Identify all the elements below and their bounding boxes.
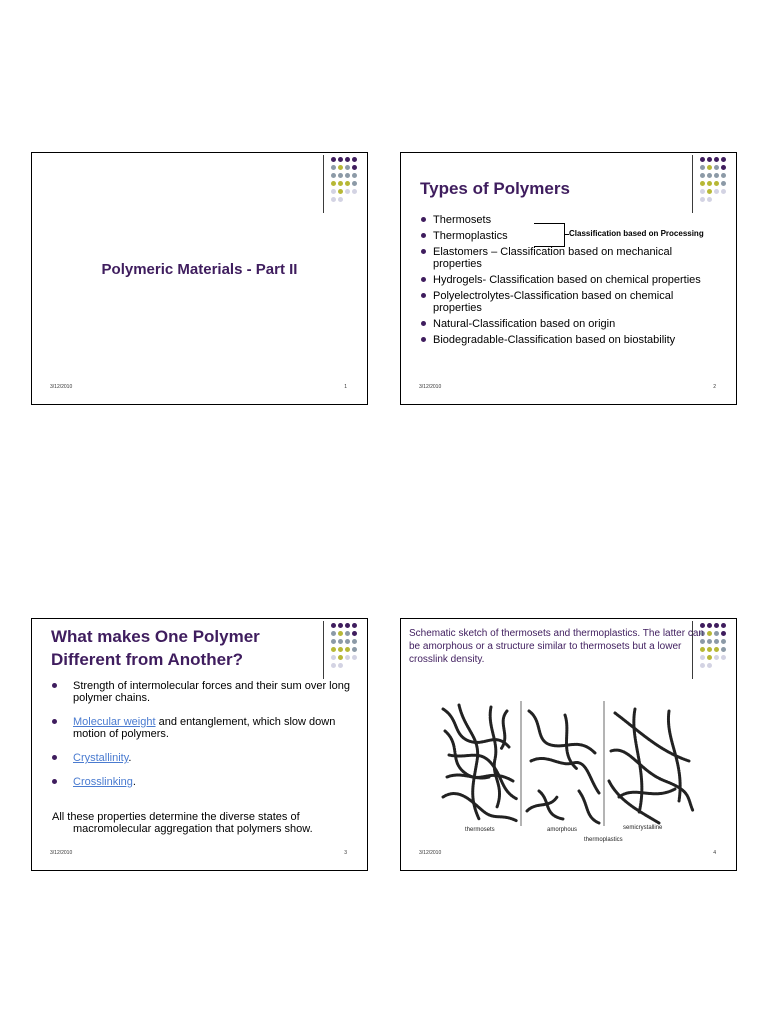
bullet-icon [421, 293, 426, 298]
decorative-dot [714, 623, 719, 628]
decorative-dot [707, 157, 712, 162]
decorative-dot [352, 631, 357, 636]
polymer-chain [579, 791, 599, 823]
decorative-dot [352, 623, 357, 628]
polymer-chain [490, 707, 499, 807]
polymer-chain [529, 711, 595, 753]
slide-date: 3/12/2010 [50, 384, 73, 390]
decorative-dot [700, 197, 705, 202]
decorative-dot [714, 173, 719, 178]
list-item: Molecular weight and entanglement, which slow down motion of polymers. [52, 716, 352, 740]
decorative-dot [352, 157, 357, 162]
bullet-list [52, 680, 352, 800]
polymer-chain [609, 781, 659, 823]
decorative-dot [338, 173, 343, 178]
bullet-icon [52, 779, 57, 784]
decorative-dot [345, 189, 350, 194]
slide-date: 3/12/2010 [419, 850, 442, 856]
list-item: Elastomers – Classification based on mechanical properties [421, 246, 721, 270]
polymer-chain [619, 789, 675, 797]
decorative-dot [331, 631, 336, 636]
decorative-dot [345, 655, 350, 660]
polymer-chain [459, 705, 479, 819]
decorative-dot [331, 655, 336, 660]
crystallinity-link[interactable]: Crystallinity [73, 752, 129, 764]
decorative-dot [352, 173, 357, 178]
decorative-dot [700, 173, 705, 178]
decorative-dot [714, 181, 719, 186]
label-amorphous: amorphous [547, 827, 578, 833]
decorative-dot [345, 631, 350, 636]
decorative-dot [352, 165, 357, 170]
decorative-dot [352, 189, 357, 194]
decorative-dot [331, 181, 336, 186]
decorative-dot [714, 157, 719, 162]
decorative-dot [345, 165, 350, 170]
slide-number: 1 [344, 384, 347, 390]
list-item: Biodegradable-Classification based on biostability [421, 334, 721, 346]
list-item: Polyelectrolytes-Classification based on chemical properties [421, 290, 721, 314]
decorative-dot [707, 197, 712, 202]
decorative-dot [331, 663, 336, 668]
slide-title: Types of Polymers [420, 179, 570, 198]
slide-4 [400, 618, 737, 871]
decorative-dot [707, 165, 712, 170]
decorative-dot [714, 647, 719, 652]
decorative-dot [700, 157, 705, 162]
slide-number: 4 [713, 850, 716, 856]
list-item: Thermoplastics [421, 230, 721, 242]
decorative-dot [714, 189, 719, 194]
decorative-dot [331, 157, 336, 162]
slide-2 [400, 152, 737, 405]
decorative-dot [345, 181, 350, 186]
decorative-dot [714, 631, 719, 636]
bullet-icon [421, 277, 426, 282]
decorative-dot [352, 181, 357, 186]
decorative-dot [700, 165, 705, 170]
decorative-dot [721, 181, 726, 186]
slide-date: 3/12/2010 [50, 850, 73, 856]
list-item: Hydrogels- Classification based on chemical properties [421, 274, 721, 286]
decorative-dot [714, 639, 719, 644]
decorative-dot [721, 165, 726, 170]
decorative-dot [331, 639, 336, 644]
slide-3 [31, 618, 368, 871]
bullet-icon [421, 337, 426, 342]
decorative-dot [338, 623, 343, 628]
decorative-dot [352, 647, 357, 652]
decorative-dot [345, 157, 350, 162]
slide-date: 3/12/2010 [419, 384, 442, 390]
bullet-icon [52, 755, 57, 760]
decorative-dot [338, 189, 343, 194]
summary-paragraph: All these properties determine the diverse states of macromolecular aggregation that polymers show. [52, 811, 313, 835]
decorative-dot [331, 173, 336, 178]
decorative-dot [345, 639, 350, 644]
decorative-dot [345, 623, 350, 628]
decorative-dot [338, 631, 343, 636]
decorative-dot [331, 623, 336, 628]
slide-title: Polymeric Materials - Part II [101, 261, 298, 278]
bullet-icon [421, 233, 426, 238]
list-item: Strength of intermolecular forces and their sum over long polymer chains. [52, 680, 352, 704]
slide-number: 3 [344, 850, 347, 856]
decorative-dot-grid [323, 155, 363, 213]
decorative-dot [345, 173, 350, 178]
label-thermosets: thermosets [465, 827, 495, 833]
decorative-dot [338, 157, 343, 162]
polymer-chain [527, 797, 557, 811]
decorative-dot [338, 165, 343, 170]
decorative-dot [338, 181, 343, 186]
figure-caption: Schematic sketch of thermosets and thermoplastics. The latter can be amorphous or a structure similar to thermosets but a lower crosslink density. [409, 628, 704, 665]
decorative-dot [707, 173, 712, 178]
decorative-dot-grid [323, 621, 363, 679]
decorative-dot [721, 173, 726, 178]
list-item: Thermosets [421, 214, 721, 226]
decorative-dot [721, 189, 726, 194]
decorative-dot [707, 189, 712, 194]
decorative-dot [345, 647, 350, 652]
polymer-chain [565, 715, 577, 769]
decorative-dot [338, 197, 343, 202]
decorative-dot [338, 639, 343, 644]
list-item: Natural-Classification based on origin [421, 318, 721, 330]
decorative-dot [331, 189, 336, 194]
list-item: Crosslinking. [52, 776, 352, 788]
decorative-dot [707, 181, 712, 186]
decorative-dot [352, 639, 357, 644]
slide-title: What makes One Polymer Different from Another? [51, 627, 260, 669]
slide-number: 2 [713, 384, 716, 390]
decorative-dot [700, 181, 705, 186]
decorative-dot [721, 655, 726, 660]
decorative-dot [721, 647, 726, 652]
slide-1 [31, 152, 368, 405]
decorative-dot [721, 157, 726, 162]
decorative-dot-grid [692, 155, 732, 213]
decorative-dot [352, 655, 357, 660]
label-thermoplastics: thermoplastics [584, 837, 623, 843]
decorative-dot [721, 639, 726, 644]
decorative-dot [700, 189, 705, 194]
crosslinking-link[interactable]: Crosslinking [73, 776, 133, 788]
decorative-dot [338, 655, 343, 660]
molecular-weight-link[interactable]: Molecular weight [73, 716, 156, 728]
bullet-icon [421, 217, 426, 222]
bullet-icon [52, 719, 57, 724]
decorative-dot [714, 165, 719, 170]
polymer-chain [443, 794, 517, 821]
processing-note: Classification based on Processing [569, 229, 704, 238]
decorative-dot [331, 647, 336, 652]
decorative-dot [331, 197, 336, 202]
bullet-icon [421, 321, 426, 326]
decorative-dot [331, 165, 336, 170]
bullet-icon [52, 683, 57, 688]
processing-bracket [534, 223, 565, 247]
decorative-dot [338, 647, 343, 652]
decorative-dot [721, 631, 726, 636]
decorative-dot [721, 623, 726, 628]
bullet-icon [421, 249, 426, 254]
list-item: Crystallinity. [52, 752, 352, 764]
decorative-dot [714, 655, 719, 660]
polymer-chain [531, 758, 599, 793]
label-semicrystalline: semicrystalline [623, 825, 663, 831]
decorative-dot [338, 663, 343, 668]
